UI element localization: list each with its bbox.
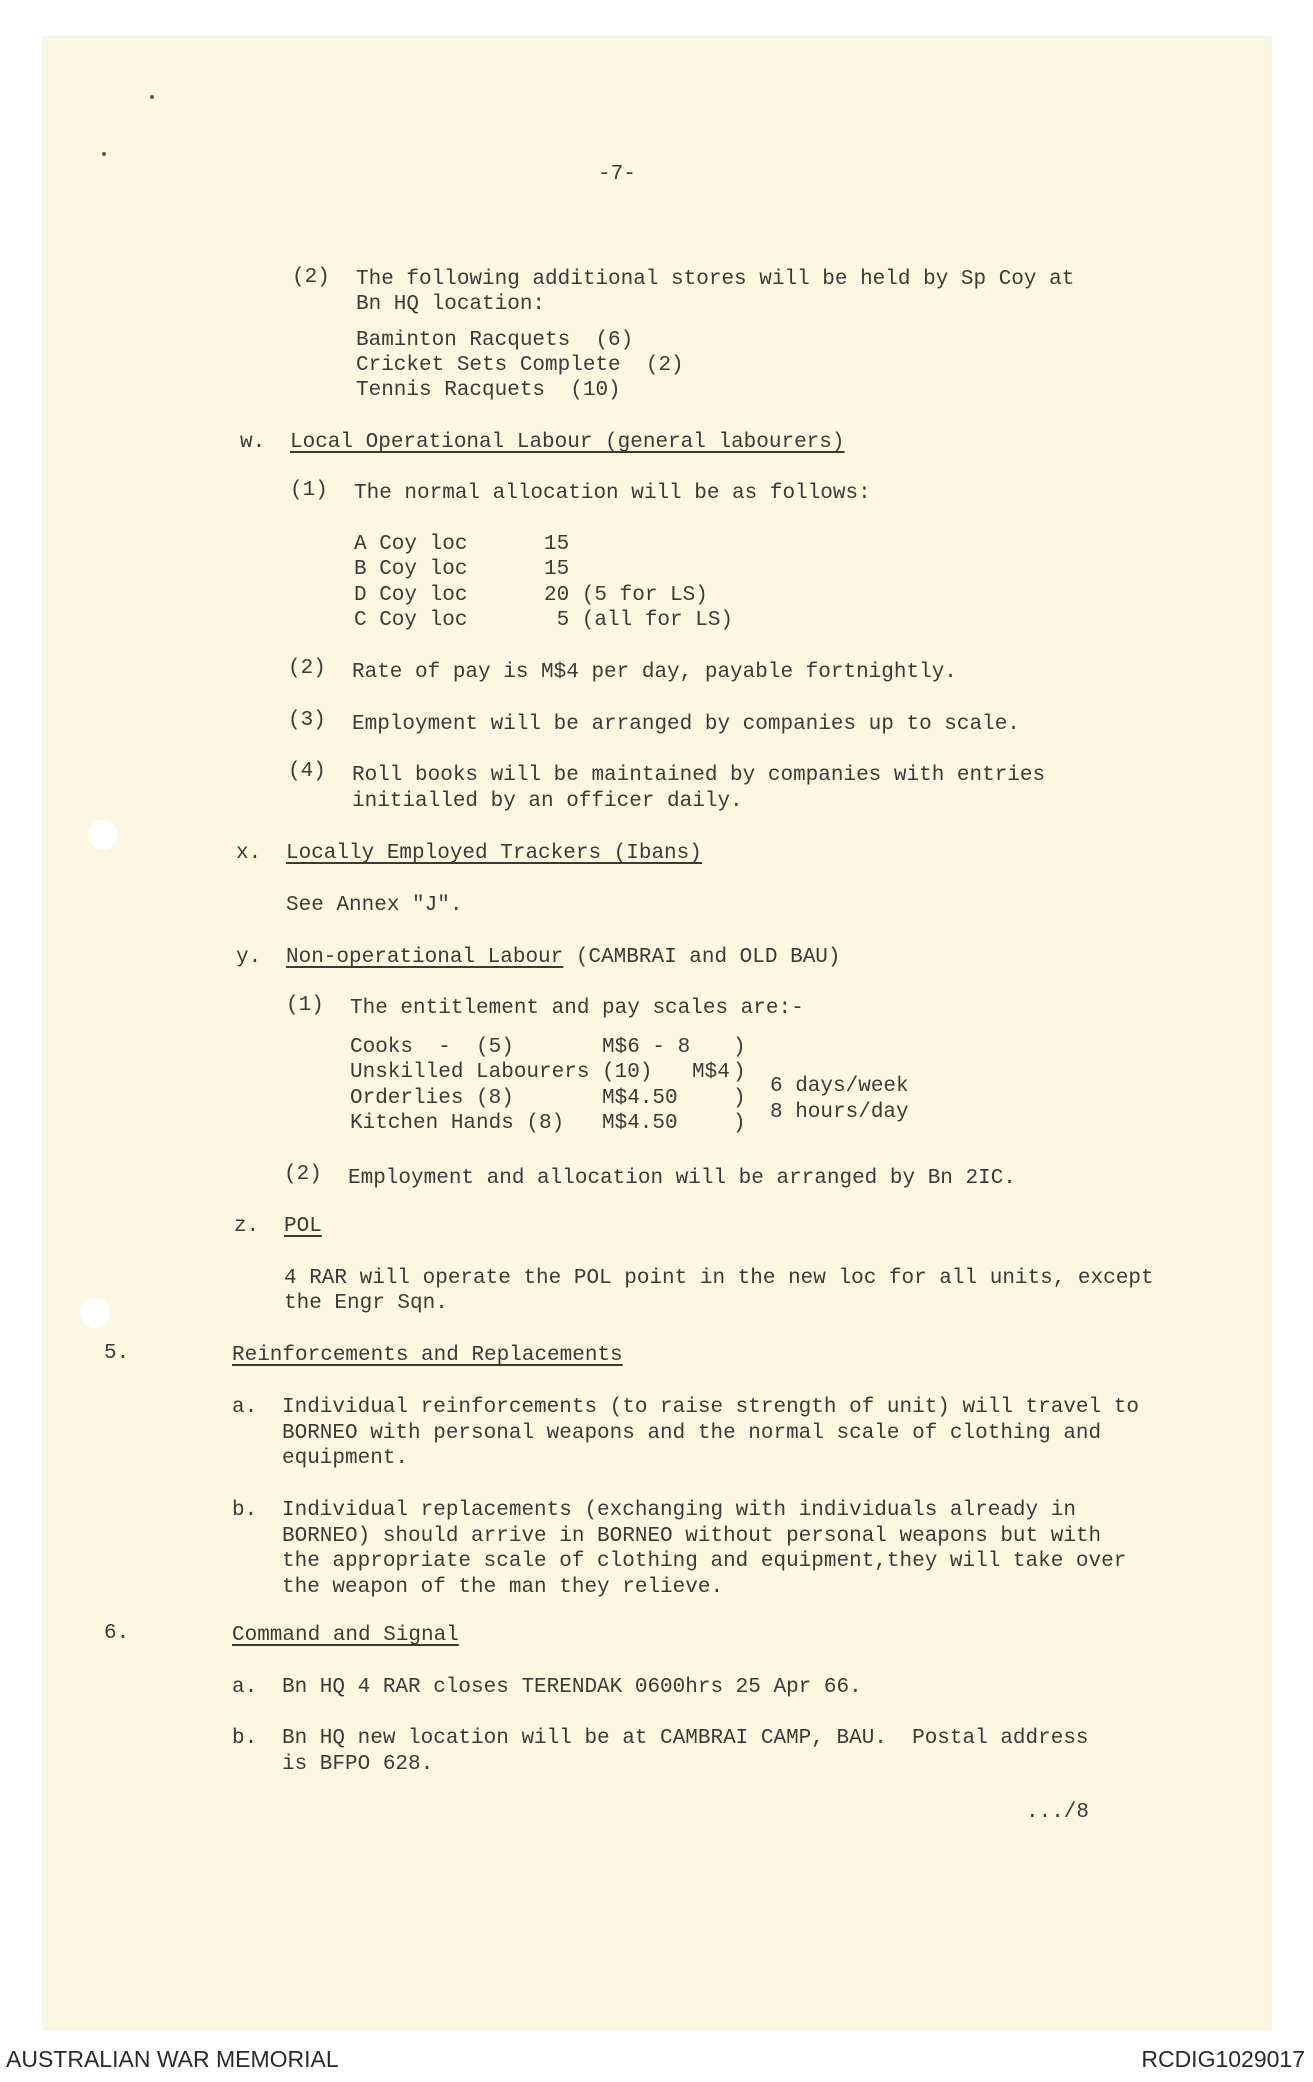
stores-item-text: The following additional stores will be held by Sp Coy at bbox=[356, 268, 1075, 291]
section-heading bbox=[286, 945, 841, 971]
allocation-count: 15 bbox=[544, 533, 570, 556]
section-text: 4 RAR will operate the POL point in the new loc for all units, except bbox=[284, 1267, 1154, 1290]
page-number: -7- bbox=[598, 163, 636, 186]
subparagraph-text: equipment. bbox=[282, 1447, 409, 1470]
allocation-count: 15 bbox=[544, 558, 570, 581]
allocation-location: C Coy loc bbox=[354, 609, 468, 632]
section-letter: z. bbox=[234, 1215, 260, 1238]
subparagraph-text: the weapon of the man they relieve. bbox=[282, 1576, 724, 1599]
subparagraph-letter: b. bbox=[232, 1499, 258, 1522]
pay-rate: M$4.50 bbox=[602, 1087, 678, 1110]
pay-rate: M$4 bbox=[692, 1061, 730, 1084]
section-letter: w. bbox=[240, 431, 266, 454]
section-letter: x. bbox=[236, 842, 262, 865]
section-heading-main: Non-operational Labour bbox=[286, 946, 564, 969]
paragraph-heading: Reinforcements and Replacements bbox=[232, 1344, 623, 1367]
item-number: (2) bbox=[288, 657, 326, 680]
pay-role: Cooks - (5) bbox=[350, 1036, 514, 1059]
subparagraph-letter: a. bbox=[232, 1676, 258, 1699]
subparagraph-text: Bn HQ 4 RAR closes TERENDAK 0600hrs 25 Apr 66. bbox=[282, 1676, 862, 1699]
pay-role: Unskilled Labourers (10) bbox=[350, 1061, 653, 1084]
bracket-mark: ) bbox=[733, 1112, 746, 1135]
work-hours: 8 hours/day bbox=[770, 1101, 909, 1124]
item-number: (4) bbox=[288, 760, 326, 783]
paper-speck bbox=[102, 152, 106, 156]
paragraph-number: 5. bbox=[104, 1342, 130, 1365]
item-text: The normal allocation will be as follows: bbox=[354, 482, 871, 505]
subparagraph-letter: a. bbox=[232, 1396, 258, 1419]
work-hours: 6 days/week bbox=[770, 1075, 909, 1098]
item-text: The entitlement and pay scales are:- bbox=[350, 997, 804, 1020]
store-list-item: Cricket Sets Complete (2) bbox=[356, 354, 684, 377]
pay-role: Orderlies (8) bbox=[350, 1087, 514, 1110]
punch-hole-upper bbox=[88, 820, 118, 850]
item-number: (1) bbox=[286, 994, 324, 1017]
item-text: Roll books will be maintained by companies with entries bbox=[352, 764, 1046, 787]
allocation-location: D Coy loc bbox=[354, 584, 468, 607]
section-heading: Local Operational Labour (general labourers) bbox=[290, 431, 845, 454]
section-letter: y. bbox=[236, 946, 262, 969]
subparagraph-text: is BFPO 628. bbox=[282, 1753, 434, 1776]
item-text: Rate of pay is M$4 per day, payable fortnightly. bbox=[352, 661, 957, 684]
footer-archive-name: AUSTRALIAN WAR MEMORIAL bbox=[6, 2046, 339, 2072]
bracket-mark: ) bbox=[733, 1061, 746, 1084]
subparagraph-text: Individual replacements (exchanging with individuals already in bbox=[282, 1499, 1076, 1522]
punch-hole-lower bbox=[80, 1298, 110, 1328]
stores-item-text: Bn HQ location: bbox=[356, 293, 546, 316]
allocation-count: 20 (5 for LS) bbox=[544, 584, 708, 607]
allocation-count: 5 (all for LS) bbox=[544, 609, 734, 632]
section-heading: POL bbox=[284, 1215, 322, 1238]
item-number: (1) bbox=[290, 479, 328, 502]
subparagraph-text: BORNEO with personal weapons and the normal scale of clothing and bbox=[282, 1422, 1102, 1445]
item-number: (2) bbox=[284, 1163, 322, 1186]
item-number: (3) bbox=[288, 709, 326, 732]
stores-item-number: (2) bbox=[292, 266, 330, 289]
item-text: initialled by an officer daily. bbox=[352, 790, 743, 813]
section-heading: Locally Employed Trackers (Ibans) bbox=[286, 842, 702, 865]
section-text: See Annex "J". bbox=[286, 894, 463, 917]
footer-reference-id: RCDIG1029017 bbox=[1141, 2046, 1305, 2072]
subparagraph-text: Individual reinforcements (to raise strength of unit) will travel to bbox=[282, 1396, 1139, 1419]
pay-rate: M$6 - 8 bbox=[602, 1036, 691, 1059]
continuation-marker: .../8 bbox=[1026, 1801, 1090, 1824]
store-list-item: Tennis Racquets (10) bbox=[356, 379, 621, 402]
bracket-mark: ) bbox=[733, 1036, 746, 1059]
pay-rate: M$4.50 bbox=[602, 1112, 678, 1135]
item-text: Employment and allocation will be arranged by Bn 2IC. bbox=[348, 1167, 1016, 1190]
subparagraph-text: Bn HQ new location will be at CAMBRAI CAMP, BAU. Postal address bbox=[282, 1727, 1089, 1750]
subparagraph-text: BORNEO) should arrive in BORNEO without personal weapons but with bbox=[282, 1525, 1102, 1548]
allocation-location: B Coy loc bbox=[354, 558, 468, 581]
item-text: Employment will be arranged by companies up to scale. bbox=[352, 713, 1020, 736]
paragraph-heading: Command and Signal bbox=[232, 1624, 459, 1647]
section-heading-suffix: (CAMBRAI and OLD BAU) bbox=[575, 946, 841, 969]
bracket-mark: ) bbox=[733, 1087, 746, 1110]
paragraph-number: 6. bbox=[104, 1622, 130, 1645]
subparagraph-text: the appropriate scale of clothing and equipment,they will take over bbox=[282, 1550, 1127, 1573]
pay-role: Kitchen Hands (8) bbox=[350, 1112, 565, 1135]
section-text: the Engr Sqn. bbox=[284, 1292, 448, 1315]
store-list-item: Baminton Racquets (6) bbox=[356, 329, 634, 352]
paper-speck bbox=[150, 95, 154, 99]
subparagraph-letter: b. bbox=[232, 1727, 258, 1750]
allocation-location: A Coy loc bbox=[354, 533, 468, 556]
